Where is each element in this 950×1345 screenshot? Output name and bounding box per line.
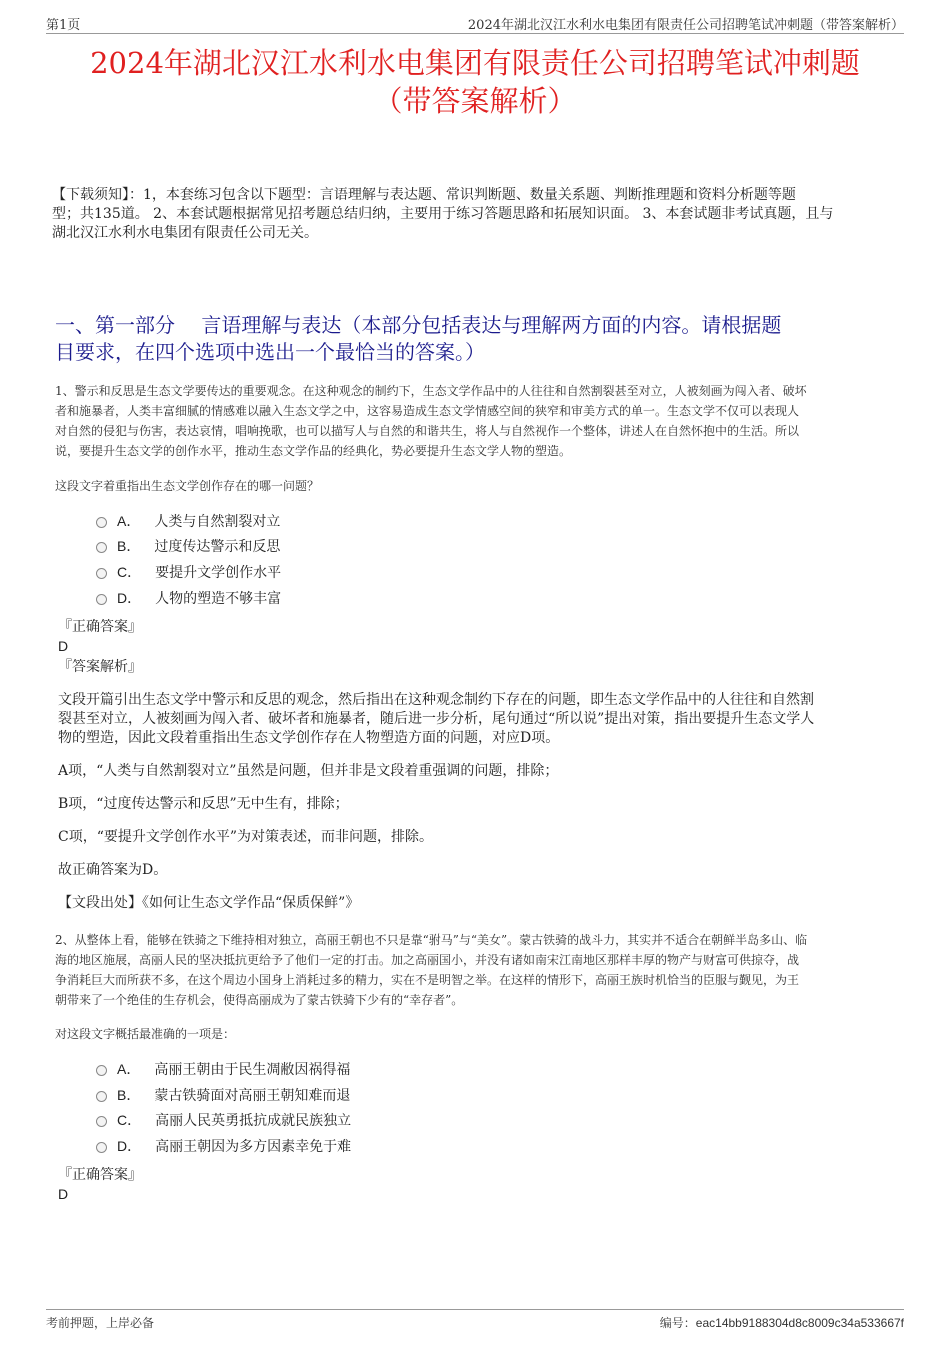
- option-text: 高丽王朝由于民生凋敝因祸得福: [154, 1062, 351, 1078]
- footer-code: [660, 1314, 904, 1331]
- option-key: B．: [117, 538, 141, 554]
- section-heading-line1: 一、第一部分 言语理解与表达（本部分包括表达与理解两方面的内容。请根据题: [55, 313, 782, 337]
- q1-stem-line: 1、警示和反思是生态文学要传达的重要观念。在这种观念的制约下，生态文学作品中的人往往和自然割裂甚至对立，人被刻画为闯入者、破坏: [55, 384, 807, 398]
- radio-button-icon[interactable]: [96, 594, 107, 605]
- q1-option-c[interactable]: [96, 562, 281, 583]
- radio-button-icon[interactable]: [96, 1091, 107, 1102]
- download-notice-line2: 型；共135道。 2、本套试题根据常见招考题总结归纳，主要用于练习答题思路和拓展知识面。 3、本套试题非考试真题，且与: [52, 206, 834, 222]
- q2-answer-label: 『正确答案』: [58, 1167, 142, 1183]
- q1-answer-label: 『正确答案』: [58, 619, 142, 635]
- radio-button-icon[interactable]: [96, 1065, 107, 1076]
- q2-stem-line: 朝带来了一个绝佳的生存机会，使得高丽成为了蒙古铁骑下少有的“幸存者”。: [55, 993, 464, 1007]
- q2-stem-line: 2、从整体上看，能够在铁骑之下维持相对独立，高丽王朝也不只是靠“驸马”与“美女”。蒙古铁骑的战斗力，其实并不适合在朝鲜半岛多山、临: [55, 933, 808, 947]
- option-text: 高丽王朝因为多方因素幸免于难: [155, 1139, 352, 1155]
- radio-button-icon[interactable]: [96, 1116, 107, 1127]
- q2-stem-line: 争消耗巨大而所获不多，在这个周边小国身上消耗过多的精力，实在不是明智之举。在这样的情形下，高丽王族时机恰当的臣服与觐见，为王: [55, 973, 800, 987]
- footer-code-label: 编号：: [659, 1316, 696, 1330]
- q2-question: 对这段文字概括最准确的一项是：: [55, 1027, 236, 1041]
- option-text: 蒙古铁骑面对高丽王朝知难而退: [154, 1088, 351, 1104]
- download-notice-line1: 【下载须知】：1，本套练习包含以下题型：言语理解与表达题、常识判断题、数量关系题、判断推理题和资料分析题等题: [52, 187, 796, 203]
- option-text: 要提升文学创作水平: [155, 565, 282, 581]
- option-key: D．: [117, 590, 142, 606]
- q2-option-c[interactable]: [96, 1110, 351, 1131]
- section-heading-line2: 目要求，在四个选项中选出一个最恰当的答案。）: [55, 340, 485, 364]
- q2-stem-line: 海的地区施展，高丽人民的坚决抵抗更给予了他们一定的打击。加之高丽国小，并没有诸如南宋江南地区那样丰厚的物产与财富可供掠夺，战: [55, 953, 800, 967]
- footer-divider: [46, 1309, 904, 1310]
- q1-option-d[interactable]: [96, 588, 281, 609]
- option-text: 人物的塑造不够丰富: [155, 591, 282, 607]
- document-title-line2: （带答案解析）: [373, 84, 577, 118]
- option-key: C．: [117, 1112, 142, 1128]
- option-text: 过度传达警示和反思: [154, 539, 281, 555]
- q1-answer-value: D: [58, 638, 69, 654]
- q1-source: 【文段出处】《如何让生态文学作品“保质保鲜”》: [58, 895, 360, 911]
- q2-answer-value: D: [58, 1186, 69, 1202]
- q1-stem-line: 说，要提升生态文学的创作水平，推动生态文学作品的经典化，势必要提升生态文学人物的塑造。: [55, 444, 572, 458]
- q1-conclusion: 故正确答案为D。: [58, 862, 168, 878]
- q1-option-b[interactable]: [96, 536, 280, 557]
- q1-question: 这段文字着重指出生态文学创作存在的哪一问题？: [55, 479, 320, 493]
- radio-button-icon[interactable]: [96, 568, 107, 579]
- option-text: 人类与自然割裂对立: [154, 514, 281, 530]
- q2-option-d[interactable]: [96, 1136, 351, 1157]
- q1-analysis-line: 裂甚至对立，人被刻画为闯入者、破坏者和施暴者，随后进一步分析，尾句通过“所以说”提出对策，指出要提升生态文学人: [58, 711, 815, 727]
- option-key: C．: [117, 564, 142, 580]
- radio-button-icon[interactable]: [96, 542, 107, 553]
- option-key: B．: [117, 1087, 141, 1103]
- download-notice-line3: 湖北汉江水利水电集团有限责任公司无关。: [52, 225, 318, 241]
- q1-note-c: C项，“要提升文学创作水平”为对策表述，而非问题，排除。: [58, 829, 434, 845]
- option-key: A．: [117, 513, 141, 529]
- q1-note-a: A项，“人类与自然割裂对立”虽然是问题，但并非是文段着重强调的问题，排除；: [58, 763, 559, 779]
- q1-stem-line: 对自然的侵犯与伤害，表达哀情，唱响挽歌，也可以描写人与自然的和谐共生，将人与自然视作一个整体，讲述人在自然怀抱中的生活。所以: [55, 424, 800, 438]
- q1-analysis-line: 文段开篇引出生态文学中警示和反思的观念，然后指出在这种观念制约下存在的问题，即生态文学作品中的人往往和自然割: [58, 692, 814, 708]
- q1-note-b: B项，“过度传达警示和反思”无中生有，排除；: [58, 796, 349, 812]
- running-header-title: 2024年湖北汉江水利水电集团有限责任公司招聘笔试冲刺题（带答案解析）: [467, 18, 904, 33]
- q2-option-b[interactable]: [96, 1085, 350, 1106]
- option-key: A．: [117, 1061, 141, 1077]
- radio-button-icon[interactable]: [96, 1142, 107, 1153]
- footer-slogan: 考前押题，上岸必备: [46, 1316, 155, 1330]
- option-key: D．: [117, 1138, 142, 1154]
- q2-option-a[interactable]: [96, 1059, 350, 1080]
- q1-analysis-label: 『答案解析』: [58, 659, 142, 675]
- option-text: 高丽人民英勇抵抗成就民族独立: [155, 1113, 352, 1129]
- q1-analysis-line: 物的塑造，因此文段着重指出生态文学创作存在人物塑造方面的问题，对应D项。: [58, 730, 560, 746]
- q1-option-a[interactable]: [96, 511, 280, 532]
- document-title-line1: 2024年湖北汉江水利水电集团有限责任公司招聘笔试冲刺题: [90, 46, 860, 80]
- page-number: 第1页: [46, 18, 81, 33]
- q1-stem-line: 者和施暴者，人类丰富细腻的情感难以融入生态文学之中，这容易造成生态文学情感空间的狭窄和审美方式的单一。生态文学不仅可以表现人: [55, 404, 800, 418]
- header-divider: [46, 33, 904, 34]
- radio-button-icon[interactable]: [96, 517, 107, 528]
- footer-code-value: eac14bb9188304d8c8009c34a533667f: [695, 1316, 904, 1330]
